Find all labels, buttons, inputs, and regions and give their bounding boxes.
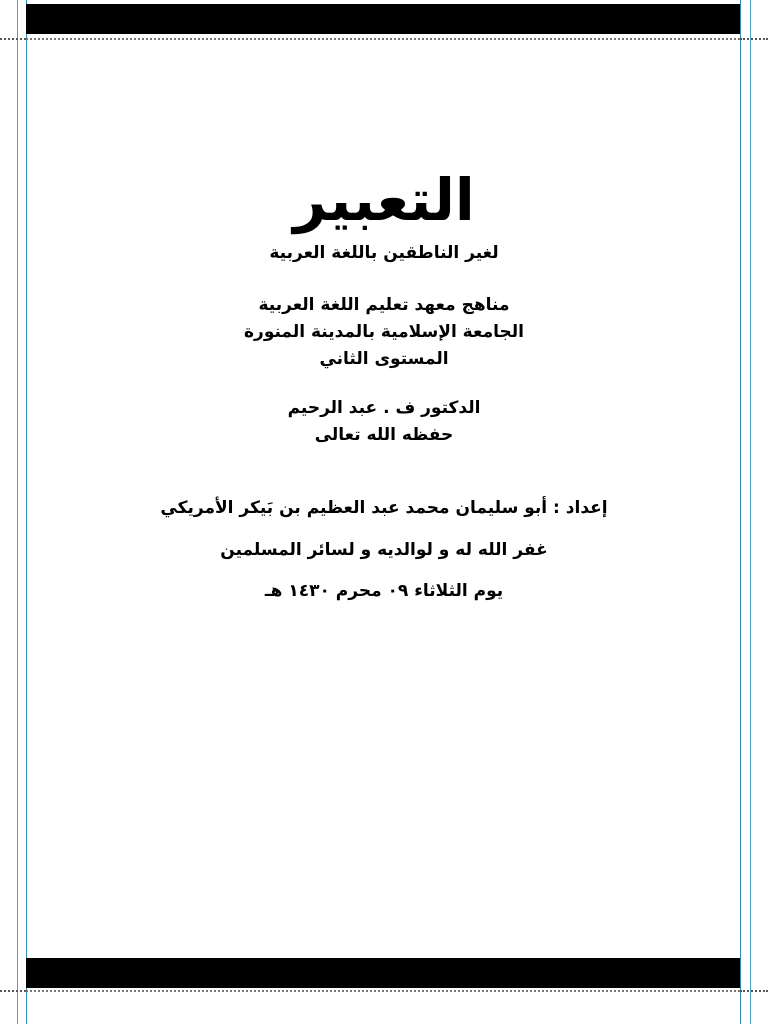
prepared-by: إعداد : أبو سليمان محمد عبد العظيم بن بَيكر الأمريكي: [160, 498, 608, 518]
document-subtitle: لغير الناطقين باللغة العربية: [269, 243, 499, 263]
footer-dotted-line: [26, 990, 740, 992]
author-name: الدكتور ف . عبد الرحيم: [287, 398, 481, 418]
page-border-left-outer: [17, 0, 18, 1024]
curriculum-line-2: الجامعة الإسلامية بالمدينة المنورة: [244, 322, 524, 342]
footer-bar: [26, 958, 740, 988]
header-bar: [26, 4, 740, 34]
header-dotted-left: [0, 38, 26, 40]
footer-dotted-right: [740, 990, 768, 992]
curriculum-line-3: المستوى الثاني: [319, 349, 449, 369]
document-title: التعبير: [293, 166, 475, 234]
date-line: يوم الثلاثاء ٠٩ محرم ١٤٣٠ هـ: [264, 581, 504, 601]
curriculum-line-1: مناهج معهد تعليم اللغة العربية: [258, 295, 510, 315]
footer-dotted-left: [0, 990, 26, 992]
header-dotted-line: [26, 38, 740, 40]
curriculum-block: [60, 292, 708, 373]
author-blessing: حفظه الله تعالى: [314, 425, 454, 445]
page-border-right-outer: [750, 0, 751, 1024]
prayer-line: غفر الله له و لوالديه و لسائر المسلمين: [220, 540, 548, 560]
page-border-right-inner: [740, 0, 741, 1024]
author-block: [60, 395, 708, 449]
page-border-left-inner: [26, 0, 27, 1024]
header-dotted-right: [740, 38, 768, 40]
